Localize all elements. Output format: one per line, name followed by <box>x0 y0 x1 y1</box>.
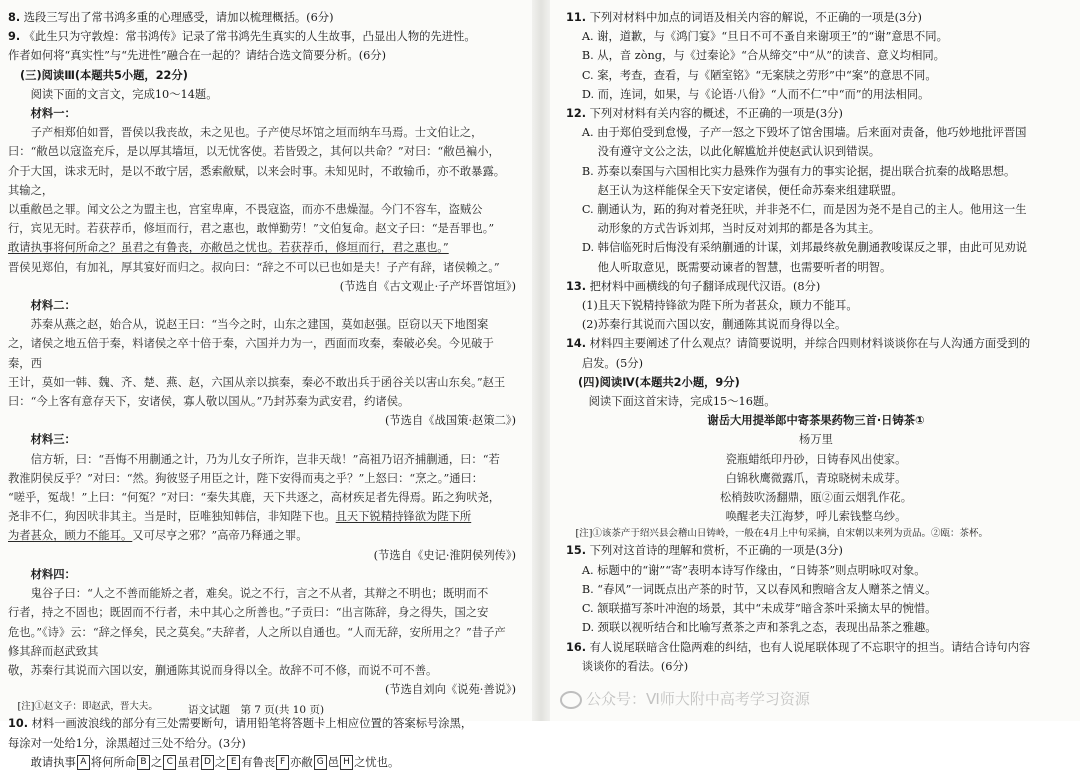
underlined-sentence: 为者甚众，顾力不能耳。 <box>8 529 133 543</box>
question-10-line2: 每涂对一处给1分，涂黑超过三处不给分。(3分) <box>8 736 246 750</box>
material-1-heading: 材料一： <box>30 107 76 121</box>
material-4-line: 鬼谷子曰：“人之不善而能矫之者，难矣。说之不行，言之不从者，其辩之不明也；既明而不 <box>30 587 489 601</box>
material-2-line: 之，诸侯之地五倍于秦，料诸侯之卒十倍于秦，六国并力为一，西面而攻秦，秦破必矣。今见破于秦，西 <box>8 337 494 370</box>
poem-line: 唤醒老夫江海梦，呼儿索钱整乌纱。 <box>725 510 907 524</box>
material-3-line: 教淮阴侯反乎？”对曰：“然。狗彼竖子用臣之计，陛下安得而夷之乎？”上怒曰：“烹之。”通曰： <box>8 471 484 485</box>
wechat-icon <box>560 691 582 709</box>
option: C. 颔联描写茶叶冲泡的场景，其中“未成芽”暗含茶叶采摘太早的惋惜。 <box>581 602 937 616</box>
footnote: [注]①赵文子：即赵武，晋大夫。 <box>17 701 158 713</box>
poem-line: 松梢鼓吹汤翻鼎，瓯②面云烟乳作花。 <box>719 491 913 505</box>
material-3-heading: 材料三： <box>30 433 76 447</box>
material-4-line: 危也。”《诗》云：“辞之怿矣，民之莫矣。”夫辞者，人之所以自通也。“人而无辞，安所用之？”昔子产修其辞而赵武致其 <box>8 625 506 658</box>
material-4-source: (节选自刘向《说苑·善说》) <box>384 683 516 697</box>
watermark: 公众号：Ⅵ师大附中高考学习资源 <box>560 688 810 709</box>
question-9: 9. 《此生只为守敦煌：常书鸿传》记录了常书鸿先生真实的人生故事，凸显出人物的先进性。 <box>8 30 476 44</box>
material-1-wavy-line: 敢请执事将何所命之？虽君之有鲁丧，亦敝邑之忧也。若获荐币，修垣而行，君之惠也。” <box>8 241 449 255</box>
answer-box[interactable]: E <box>227 755 240 770</box>
question-12: 12. 下列对材料有关内容的概述，不正确的一项是(3分) <box>566 107 843 121</box>
underlined-sentence: 且天下锐精持锋欲为陛下所 <box>335 510 472 524</box>
option-cont: 没有遵守文公之法，以此化解尴尬并使赵武认识到错误。 <box>597 145 881 159</box>
boxed-sentence: 敢请执事 A 将何所命 B 之 C 虽君 D 之 E 有鲁丧 F 亦敝 G 邑 H 之忧也。 <box>30 755 400 769</box>
option: B. “春风”一词既点出产茶的时节，又以春风和煦暗含友人赠茶之情义。 <box>581 582 937 596</box>
material-1-line: 介于大国，诛求无时，是以不敢宁居，悉索敝赋，以来会时事。未知见时，不敢输币，亦不敢暴露。其输之， <box>8 164 506 197</box>
question-13: 13. 把材料中画横线的句子翻译成现代汉语。(8分) <box>566 279 821 293</box>
material-4-line: 行者，持之不固也；既固而不行者，未中其心之所善也。”子贡曰：“出言陈辞，身之得失，国之安 <box>8 606 489 620</box>
question-9-line2: 作者如何将“真实性”与“先进性”融合在一起的？请结合选文简要分析。(6分) <box>8 49 387 63</box>
poem-title: 谢岳大用提举郎中寄茶果药物三首·日铸茶① <box>707 414 925 428</box>
answer-box[interactable]: G <box>314 755 327 770</box>
answer-box[interactable]: H <box>340 755 353 770</box>
material-3-line: “嗟乎，冤哉！”上曰：“何冤？”对曰：“秦失其鹿，天下共逐之，高材疾足者先得焉。跖之狗吠尧， <box>8 491 501 505</box>
option-cont: 动形象的方式告诉刘邦，当时反对刘邦的都是各为其主。 <box>597 222 881 236</box>
poem-line: 瓷瓶蜡纸印丹砂，日铸春风出使家。 <box>725 452 907 466</box>
material-3-source: (节选自《史记·淮阴侯列传》) <box>373 548 516 562</box>
material-2-line: 王计，莫如一韩、魏、齐、楚、燕、赵，六国从亲以摈秦，秦必不敢出兵于函谷关以害山东矣。”赵王 <box>8 375 506 389</box>
question-14: 14. 材料四主要阐述了什么观点？请简要说明，并综合四则材料谈谈你在与人沟通方面受到的 <box>566 337 1031 351</box>
option: D. 韩信临死时后悔没有采纳蒯通的计谋，刘邦最终赦免蒯通教唆谋反之罪，由此可见劝说 <box>581 241 1027 255</box>
answer-box[interactable]: F <box>276 755 289 770</box>
option-cont: 他人听取意见，既需要动谏者的智慧，也需要听者的明智。 <box>597 260 892 274</box>
poem-author: 杨万里 <box>799 433 833 447</box>
poem-note: [注]①该茶产于绍兴县会稽山日铸岭，一般在4月上中旬采摘，自宋朝以来列为贡品。②瓯：茶杯。 <box>575 528 988 540</box>
left-column <box>8 8 516 772</box>
section-4-instruction: 阅读下面这首宋诗，完成15～16题。 <box>588 395 776 409</box>
material-3-line: 信方斩，曰：“吾悔不用蒯通之计，乃为儿女子所诈，岂非天哉！”高祖乃诏齐捕蒯通，曰：“若 <box>30 452 500 466</box>
material-1-line: 以重敝邑之罪。闻文公之为盟主也，宫室卑庳，不畏寇盗，而亦不患燥湿。今门不容车，盗贼公 <box>8 203 483 217</box>
answer-box[interactable]: D <box>201 755 214 770</box>
question-11: 11. 下列对材料中加点的词语及相关内容的解说，不正确的一项是(3分) <box>566 11 922 24</box>
option: D. 颈联以视听结合和比喻写煮茶之声和茶乳之态，表现出品茶之雅趣。 <box>581 621 937 635</box>
material-1-source: (节选自《古文观止·子产坏晋馆垣》) <box>339 279 516 293</box>
material-1-line: 曰：“敝邑以寇盗充斥，是以厚其墙垣，以无忧客使。若皆毁之，其何以共命？”对曰：“敝邑褊小， <box>8 145 500 159</box>
material-2-source: (节选自《战国策·赵策二》) <box>384 414 516 428</box>
section-3-instruction: 阅读下面的文言文，完成10～14题。 <box>30 87 218 101</box>
question-14-line2: 启发。(5分) <box>581 356 644 370</box>
material-1-line: 晋侯见郑伯，有加礼，厚其宴好而归之。叔向曰：“辞之不可以已也如是夫！子产有辞，诸侯赖之。” <box>8 260 500 274</box>
question-8: 8. 选段三写出了常书鸿多重的心理感受，请加以梳理概括。(6分) <box>8 11 334 24</box>
option: C. 案，考查，查看，与《陋室铭》“无案牍之劳形”中“案”的意思不同。 <box>581 68 937 82</box>
question-10: 10. 材料一画波浪线的部分有三处需要断句，请用铅笔将答题卡上相应位置的答案标号涂黑， <box>8 717 473 731</box>
material-1-line: 行，宾见无时。若获荐币，修垣而行，君之惠也，敢惮勤劳！”文伯复命。赵文子曰：“是吾罪也。” <box>8 222 495 236</box>
answer-box[interactable]: B <box>137 755 150 770</box>
option: B. 苏秦以秦国与六国相比实力悬殊作为强有力的事实论据，提出联合抗秦的战略思想。 <box>581 164 1016 178</box>
question-16: 16. 有人说尾联暗含仕隐两难的纠结，也有人说尾联体现了不忘职守的担当。请结合诗句内容 <box>566 640 1031 654</box>
material-2-heading: 材料二： <box>30 299 76 313</box>
material-1-line: 子产相郑伯如晋，晋侯以我丧故，未之见也。子产使尽坏馆之垣而纳车马焉。士文伯让之， <box>30 126 483 140</box>
translate-item: (1)且天下锐精持锋欲为陛下所为者甚众，顾力不能耳。 <box>581 299 858 313</box>
exam-page: 8. 选段三写出了常书鸿多重的心理感受，请加以梳理概括。(6分) 9. 《此生只为守敦煌：常书鸿传》记录了常书鸿先生真实的人生故事，凸显出人物的先进性。 作者如何将“真实性”与“先进性”融合在一起的？请结合选文简要分析。(6分) (三)阅读Ⅲ(本题共5小题，22分) 阅读下面的文言文，完成10～14题。 材料一： 子产相郑伯如晋，晋侯以我丧故，未之见也。子产使尽坏馆之垣而纳车马焉。士文伯让之， 曰：“敝邑以寇盗充斥，是以厚其墙垣，以无忧客使。若皆毁之，其何以共命？”对曰：“敝邑褊小， 介于大国，诛求无时，是以不敢宁居，悉索敝赋，以来会时事。未知见时，不敢输币，亦不敢暴露。其输之， 以重敝邑之罪。闻文公之为盟主也，宫室卑庳，不畏寇盗，而亦不患燥湿。今门不容车，盗贼公 行，宾见无时。若获荐币，修垣而行，君之惠也，敢惮勤劳！”文伯复命。赵文子曰：“是吾罪也。” 敢请执事将何所命之？虽君之有鲁丧，亦敝邑之忧也。若获荐币，修垣而行，君之惠也。” 晋侯见郑伯，有加礼，厚其宴好而归之。叔向曰：“辞之不可以已也如是夫！子产有辞，诸侯赖之。” (节选自《古文观止·子产坏晋馆垣》) 材料二： 苏秦从燕之赵，始合从，说赵王曰：“当今之时，山东之建国，莫如赵强。臣窃以天下地图案 之，诸侯之地五倍于秦，料诸侯之卒十倍于秦，六国并力为一，西面而攻秦，秦破必矣。今见破于秦，西 王计，莫如一韩、魏、齐、楚、燕、赵，六国从亲以摈秦，秦必不敢出兵于函谷关以害山东矣。”赵王 曰：“今上客有意存天下，安诸侯，寡人敬以国从。”乃封苏秦为武安君，约诸侯。 (节选自《战国策·赵策二》) 材料三： 信方斩，曰：“吾悔不用蒯通之计，乃为儿女子所诈，岂非天哉！”高祖乃诏齐捕蒯通，曰：“若 教淮阴侯反乎？”对曰：“然。狗彼竖子用臣之计，陛下安得而夷之乎？”上怒曰：“烹之。”通曰： “嗟乎，冤哉！”上曰：“何冤？”对曰：“秦失其鹿，天下共逐之，高材疾足者先得焉。跖之狗吠尧， 尧非不仁，狗因吠非其主。当是时，臣唯独知韩信，非知陛下也。且天下锐精持锋欲为陛下所 为者甚众，顾力不能耳。又可尽亨之邪？”高帝乃释通之罪。 (节选自《史记·淮阴侯列传》) 材料四： 鬼谷子曰：“人之不善而能矫之者，难矣。说之不行，言之不从者，其辩之不明也；既明而不 行者，持之不固也；既固而不行者，未中其心之所善也。”子贡曰：“出言陈辞，身之得失，国之安 危也。”《诗》云：“辞之怿矣，民之莫矣。”夫辞者，人之所以自通也。“人而无辞，安所用之？”昔子产修其辞而赵武致其 敬，苏秦行其说而六国以安，蒯通陈其说而身得以全。故辞不可不修，而说不可不善。 (节选自刘向《说苑·善说》) [注]①赵文子：即赵武，晋大夫。 10. 材料一画波浪线的部分有三处需要断句，请用铅笔将答题卡上相应位置的答案标号涂黑， 每涂对一处给1分，涂黑超过三处不给分。(3分) 敢请执事 A 将何所命 B 之 C 虽君 D 之 E 有鲁丧 F 亦敝 G 邑 H 之忧也。 11. 下列对材料中加点的词语及相关内容的解说，不正确的一项是(3分) A. 谢，道歉，与《鸿门宴》“旦日不可不蚤自来谢项王”的“谢”意思不同。 B. 从，音 zòng，与《过秦论》“合从缔交”中“从”的读音、意义均相同。 C. 案，考查，查看，与《陋室铭》“无案牍之劳形”中“案”的意思不同。 D. 而，连词，如果，与《论语·八佾》“人而不仁”中“而”的用法相同。 12. 下列对材料有关内容的概述，不正确的一项是(3分) A. 由于郑伯受到怠慢，子产一怒之下毁坏了馆舍围墙。后来面对责备，他巧妙地批评晋国 没有遵守文公之法，以此化解尴尬并使赵武认识到错误。 B. 苏秦以秦国与六国相比实力悬殊作为强有力的事实论据，提出联合抗秦的战略思想。 赵王认为这样能保全天下安定诸侯，便任命苏秦来组建联盟。 C. 蒯通认为，跖的狗对着尧狂吠，并非尧不仁，而是因为尧不是自己的主人。他用这一生 动形象的方式告诉刘邦，当时反对刘邦的都是各为其主。 D. 韩信临死时后悔没有采纳蒯通的计谋，刘邦最终赦免蒯通教唆谋反之罪，由此可见劝说 他人听取意见，既需要动谏者的智慧，也需要听者的明智。 13. 把材料中画横线的句子翻译成现代汉语。(8分) (1)且天下锐精持锋欲为陛下所为者甚众，顾力不能耳。 (2)苏秦行其说而六国以安，蒯通陈其说而身得以全。 14. 材料四主要阐述了什么观点？请简要说明，并综合四则材料谈谈你在与人沟通方面受到的 启发。(5分) (四)阅读Ⅳ(本题共2小题，9分) 阅读下面这首宋诗，完成15～16题。 谢岳大用提举郎中寄茶果药物三首·日铸茶① 杨万里 瓷瓶蜡纸印丹砂，日铸春风出使家。 白锦秋鹰微露爪，青琼晓树未成芽。 松梢鼓吹汤翻鼎，瓯②面云烟乳作花。 唤醒老夫江海梦，呼儿索钱整乌纱。 [注]①该茶产于绍兴县会稽山日铸岭，一般在4月上中旬采摘，自宋朝以来列为贡品。②瓯：茶杯。 15. 下列对这首诗的理解和赏析，不正确的一项是(3分) A. 标题中的“谢”“寄”表明本诗写作缘由，“日铸茶”则点明咏叹对象。 B. “春风”一词既点出产茶的时节，又以春风和煦暗含友人赠茶之情义。 C. 颔联描写茶叶冲泡的场景，其中“未成芽”暗含茶叶采摘太早的惋惜。 D. 颈联以视听结合和比喻写煮茶之声和茶乳之态，表现出品茶之雅趣。 16. 有人说尾联暗含仕隐两难的纠结，也有人说尾联体现了不忘职守的担当。请结合诗句内容 谈谈你的看法。(6分) 语文试题 第 7 页(共 10 页) 公众号：Ⅵ师大附中高考学习资源 <box>0 0 1080 721</box>
option: B. 从，音 zòng，与《过秦论》“合从缔交”中“从”的读音、意义均相同。 <box>581 49 945 63</box>
material-4-heading: 材料四： <box>30 567 76 581</box>
material-3-line: 尧非不仁，狗因吠非其主。当是时，臣唯独知韩信，非知陛下也。且天下锐精持锋欲为陛下所 <box>8 510 472 524</box>
page-fold <box>532 0 550 721</box>
question-15: 15. 下列对这首诗的理解和赏析，不正确的一项是(3分) <box>566 544 843 558</box>
option: C. 蒯通认为，跖的狗对着尧狂吠，并非尧不仁，而是因为尧不是自己的主人。他用这一生 <box>581 203 1027 217</box>
option: D. 而，连词，如果，与《论语·八佾》“人而不仁”中“而”的用法相同。 <box>581 87 930 101</box>
option-cont: 赵王认为这样能保全天下安定诸侯，便任命苏秦来组建联盟。 <box>597 183 903 197</box>
answer-box[interactable]: A <box>77 755 90 770</box>
option: A. 由于郑伯受到怠慢，子产一怒之下毁坏了馆舍围墙。后来面对责备，他巧妙地批评晋国 <box>581 126 1027 140</box>
question-16-line2: 谈谈你的看法。(6分) <box>581 659 689 673</box>
option: A. 谢，道歉，与《鸿门宴》“旦日不可不蚤自来谢项王”的“谢”意思不同。 <box>581 30 948 44</box>
answer-box[interactable]: C <box>163 755 176 770</box>
option: A. 标题中的“谢”“寄”表明本诗写作缘由，“日铸茶”则点明咏叹对象。 <box>581 563 926 577</box>
material-3-line: 为者甚众，顾力不能耳。又可尽亨之邪？”高帝乃释通之罪。 <box>8 529 308 543</box>
material-2-line: 曰：“今上客有意存天下，安诸侯，寡人敬以国从。”乃封苏秦为武安君，约诸侯。 <box>8 395 410 409</box>
translate-item: (2)苏秦行其说而六国以安，蒯通陈其说而身得以全。 <box>581 318 847 332</box>
material-2-line: 苏秦从燕之赵，始合从，说赵王曰：“当今之时，山东之建国，莫如赵强。臣窃以天下地图案 <box>30 318 489 332</box>
section-4-title: (四)阅读Ⅳ(本题共2小题，9分) <box>578 375 740 389</box>
material-4-line: 敬，苏秦行其说而六国以安，蒯通陈其说而身得以全。故辞不可不修，而说不可不善。 <box>8 663 438 677</box>
right-column <box>566 8 1066 676</box>
section-3-title: (三)阅读Ⅲ(本题共5小题，22分) <box>20 68 188 82</box>
poem-line: 白锦秋鹰微露爪，青琼晓树未成芽。 <box>725 471 907 485</box>
